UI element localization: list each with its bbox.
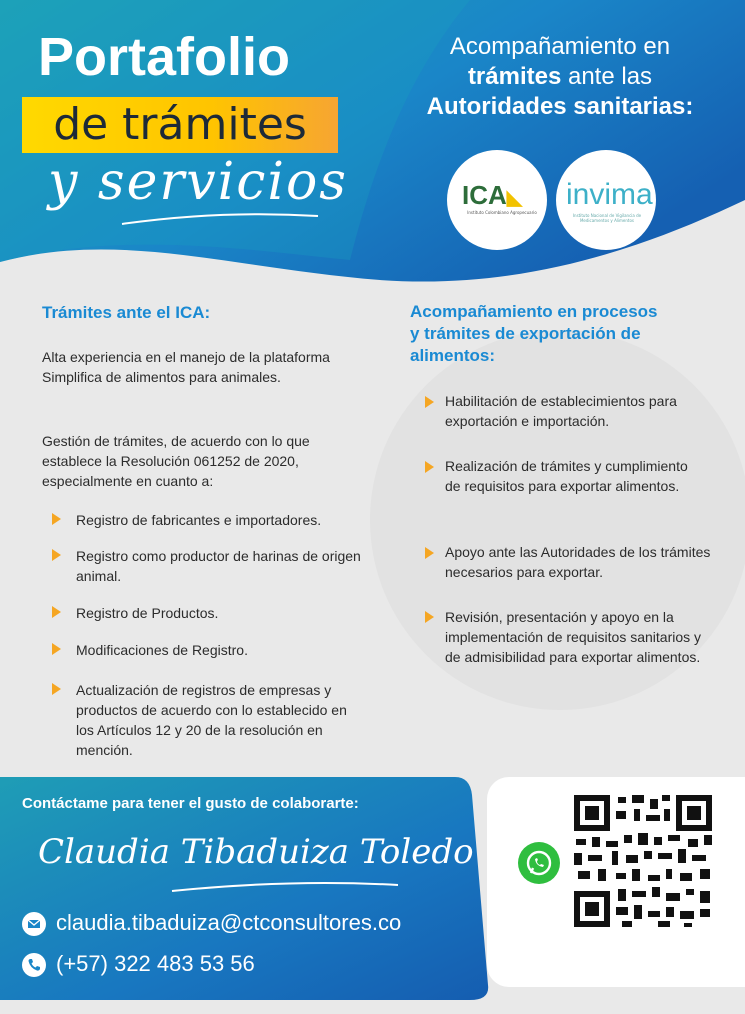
ica-logo-subtitle: Instituto Colombiano Agropecuario [467, 210, 537, 215]
bullet-icon [52, 548, 64, 562]
contact-name: Claudia Tibaduiza Toledo [38, 832, 474, 872]
invima-logo: invima [566, 178, 653, 211]
name-underline [170, 875, 400, 895]
contact-phone[interactable]: (+57) 322 483 53 56 [56, 951, 255, 976]
header-right-bold: trámites [467, 63, 562, 90]
phone-icon [22, 953, 46, 977]
right-bullet-3: Apoyo ante las Autoridades de los trámites necesarios para exportar. [445, 544, 711, 580]
contact-phone-row[interactable] [22, 951, 255, 977]
ica-logo [462, 180, 522, 211]
contact-email-row[interactable] [22, 910, 401, 936]
bullet-icon [425, 546, 437, 560]
contact-email[interactable]: claudia.tibaduiza@ctconsultores.co [56, 910, 402, 935]
right-bullet-2: Realización de trámites y cumplimiento de requisitos para exportar alimentos. [445, 458, 688, 494]
header-right-text [395, 32, 725, 122]
left-bullet-1: Registro de fabricantes e importadores. [76, 512, 322, 528]
invima-logo-subtitle: Instituto Nacional de Vigilancia de Medicamentos y Alimentos [572, 213, 642, 223]
left-bullet-2: Registro como productor de harinas de origen animal. [76, 548, 361, 584]
ica-flag-icon: ◣ [506, 187, 523, 209]
title-y-servicios: y servicios [48, 152, 348, 212]
left-bullet-4: Modificaciones de Registro. [76, 642, 248, 658]
title-underline [120, 208, 320, 228]
right-bullet-4: Revisión, presentación y apoyo en la implementación de requisitos sanitarios y de admisibilidad para exportar alimentos. [445, 609, 702, 665]
title-portafolio: Portafolio [38, 27, 290, 87]
left-para-2: Gestión de trámites, de acuerdo con lo que establece la Resolución 061252 de 2020, especialmente en cuanto a: [42, 433, 310, 489]
bullet-icon [52, 642, 64, 656]
contact-lead: Contáctame para tener el gusto de colaborarte: [22, 795, 359, 812]
whatsapp-icon[interactable] [518, 842, 560, 884]
bullet-icon [425, 395, 437, 409]
bullet-icon [52, 605, 64, 619]
ica-logo-text: ICA [462, 180, 507, 210]
mail-icon [22, 912, 46, 936]
header-right-rest: ante las [561, 63, 653, 90]
bullet-icon [425, 610, 437, 624]
bullet-icon [52, 512, 64, 526]
bullet-icon [425, 460, 437, 474]
bullet-icon [52, 682, 64, 696]
left-bullet-3: Registro de Productos. [76, 605, 219, 621]
right-heading: Acompañamiento en procesos y trámites de exportación de alimentos: [410, 302, 658, 365]
header-right-line3: Autoridades sanitarias: [426, 93, 694, 120]
left-para-1: Alta experiencia en el manejo de la plataforma Simplifica de alimentos para animales. [42, 349, 330, 385]
right-bullet-1: Habilitación de establecimientos para exportación e importación. [445, 393, 677, 429]
header-right-line1: Acompañamiento en [449, 33, 671, 60]
header-right-line2 [395, 62, 725, 92]
left-bullet-5: Actualización de registros de empresas y productos de acuerdo con lo establecido en los Artículos 12 y 20 de la resolución en mención. [76, 682, 347, 758]
qr-code[interactable] [572, 793, 714, 929]
left-heading: Trámites ante el ICA: [42, 303, 211, 322]
title-de-tramites: de trámites [53, 99, 307, 150]
title-highlight [22, 97, 338, 153]
